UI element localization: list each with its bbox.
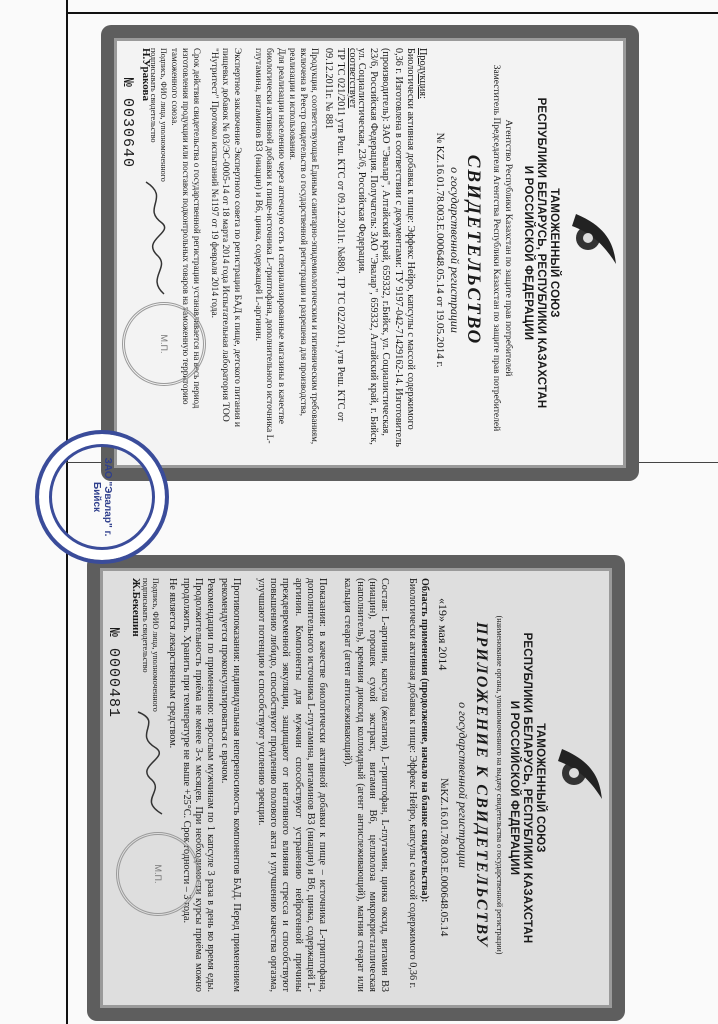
union-title: ТАМОЖЕННЫЙ СОЮЗ РЕСПУБЛИКИ БЕЛАРУСЬ, РЕСПУБЛИКИ КАЗАХСТАН И РОССИЙСКОЙ ФЕДЕРАЦИИ [522,97,560,409]
not-a-drug-text: Не является лекарственным средством. [167,578,178,749]
appendix-title: ПРИЛОЖЕНИЕ К СВИДЕТЕЛЬСТВУ [473,622,490,948]
usage-text: Продукция, соответствующая Единым санитарно-эпидемиологическим и гигиеническим требованиям, включена в Реестр свидетельств о государственной регистрации и разрешена для производства, реализации и использования. [288,48,320,445]
product-text: Биологически активная добавка к пище: Эффекс Нейро, капсулы с массой содержимого 0,36 г. Изготовлена в соответствии с документами: ТУ 9197-042-71429162-14. Изготовитель (производитель): ЗАО "Эвалар", Алтайский край, 659332, г.Бийск, ул. Социалистическая, 23/6, Российская Федерация. Получатель: ЗАО "Эвалар", 659332, Алтайский край, г. Бийск, ул. Социалистическая, 23/6, Российская Федерация. [355,48,416,447]
serial-number: № 0000481 [105,628,122,719]
serial-number: № 0030640 [119,78,136,169]
customs-union-emblem-icon [546,743,606,803]
union-title: ТАМОЖЕННЫЙ СОЮЗ РЕСПУБЛИКИ БЕЛАРУСЬ, РЕСПУБЛИКИ КАЗАХСТАН И РОССИЙСКОЙ ФЕДЕРАЦИИ [508,632,546,944]
product-label: Продукция: [417,48,428,99]
appendix-reg-number: №KZ.16.01.78.003.E.000648.05.14 [438,778,450,937]
stamp-text: ЗАО "Эвалар" г. Бийск [91,457,113,537]
signer-name: Ж.Бекешин [130,578,142,637]
area-section [406,578,430,992]
signer-role: Подпись, ФИО лица, уполномоченного подписывать свидетельство [149,48,168,182]
area-text: Для реализации населению через аптечную сеть и специализированные магазины в качестве биологически активной добавки к пище-источника L-триптофана, дополнительного источника L-глутамина, витаминов В3 (ниацин) и В6, цинка, содержащей L-аргинин. [253,48,286,444]
certificate-appendix [87,555,625,1021]
contraindications-text: Противопоказания: индивидуальная непереносимость компонентов БАД. Перед применением рекомендуется проконсультироваться с врачом. [218,578,242,992]
product-section [355,48,428,448]
indications-text: Показания: в качестве биологически активной добавки к пище – источника L-триптофана, дополнительного источника L-глутамина, витаминов В3 (ниацин) и В6, цинка, содержащей L-аргинин. Компоненты для мужчин способствуют устранению нейрогенной причины преждевременной эякуляции, защищают от негативного влияния стресса и способствуют повышению либидо, способствуют продлению полового акта и улучшению качества оргазма, улучшают потенцию и способствуют усилению эрекции. [255,578,328,992]
certificate-title: СВИДЕТЕЛЬСТВО [463,154,484,346]
seal-mp: М.П. [122,302,206,386]
compliance-text: ТР ТС 021/2011 утв Реш. КТС от 09.12.2011г. №880, ТР ТС 022/2011, утв Реш. КТС от 09.12.2011г. № 881 [322,48,346,422]
signature-icon [128,708,172,818]
signer-name: Н.Уракова [140,48,152,101]
area-text: Биологически активная добавка к пище: Эффекс Нейро, капсулы с массой содержимого 0,36 г. [406,578,418,989]
composition-text: Состав: L-аргинин, капсула (желатин), L-триптофан, L-глутамин, цинка оксид, витамин В3 (ниацин), горошек сухой экстракт, витамин В6, целлюлоза микрокристаллическая (наполнитель), кремния диоксид коллоидный (агент антислеживающий), магния стеарат или кальция стеарат (агент антислеживающий). [342,578,390,992]
compliance-label: соответствует [347,48,358,109]
seal-mp: М.П. [116,832,200,916]
certificate-subtitle: о государственной регистрации [448,167,462,333]
signer-role: Подпись, ФИО лица, уполномоченного подписывать свидетельство [141,578,160,712]
dosage-text: Рекомендации по применению: взрослым мужчинам по 1 капсуле 3 раза в день во время еды. Продолжительность приёма не менее 3-х месяцев. При необходимости курсы приёма можно продолжить. Хранить при температуре не выше +25°С. Срок годности – 3 года. [180,578,216,992]
customs-union-emblem-icon [560,208,620,268]
area-label: Область применения (продолжение, начало на бланке свидетельства): [419,578,430,903]
authority-name: Агентство Республики Казахстан по защите прав потребителей Заместитель Председателя Агентства Республики Казахстан по защите прав потребителей [490,64,513,432]
appendix-subtitle: о государственной регистрации [456,702,470,868]
compliance-section [321,48,358,448]
validity-text: Срок действия свидетельства о государственной регистрации устанавливается на весь период изготовления продукции или поставок подконтрольных товаров на таможенную территорию таможенного союза. [170,48,202,409]
registration-number: № KZ.16.01.78.003.E.000648.05.14 от 19.05.2014 г. [434,132,446,368]
company-round-stamp [35,430,169,564]
authority-note: (наименование органа, уполномоченного на выдачу свидетельства о государственной регистрации) [495,615,504,955]
certificate-main [101,25,639,481]
appendix-date: «19» мая 2014 [436,598,450,671]
signature-icon [136,178,176,298]
expert-conclusion-text: Экспертное заключение Экспертного совета по регистрации БАД к пище, детского питания и пищевых добавок № 03/ЭС-0005-14 от 18 марта 2014 года Испытательная лаборатория ТОО "Нутритест" Протокол испытаний №1197 от 19 февраля 2014 года. [209,48,242,427]
